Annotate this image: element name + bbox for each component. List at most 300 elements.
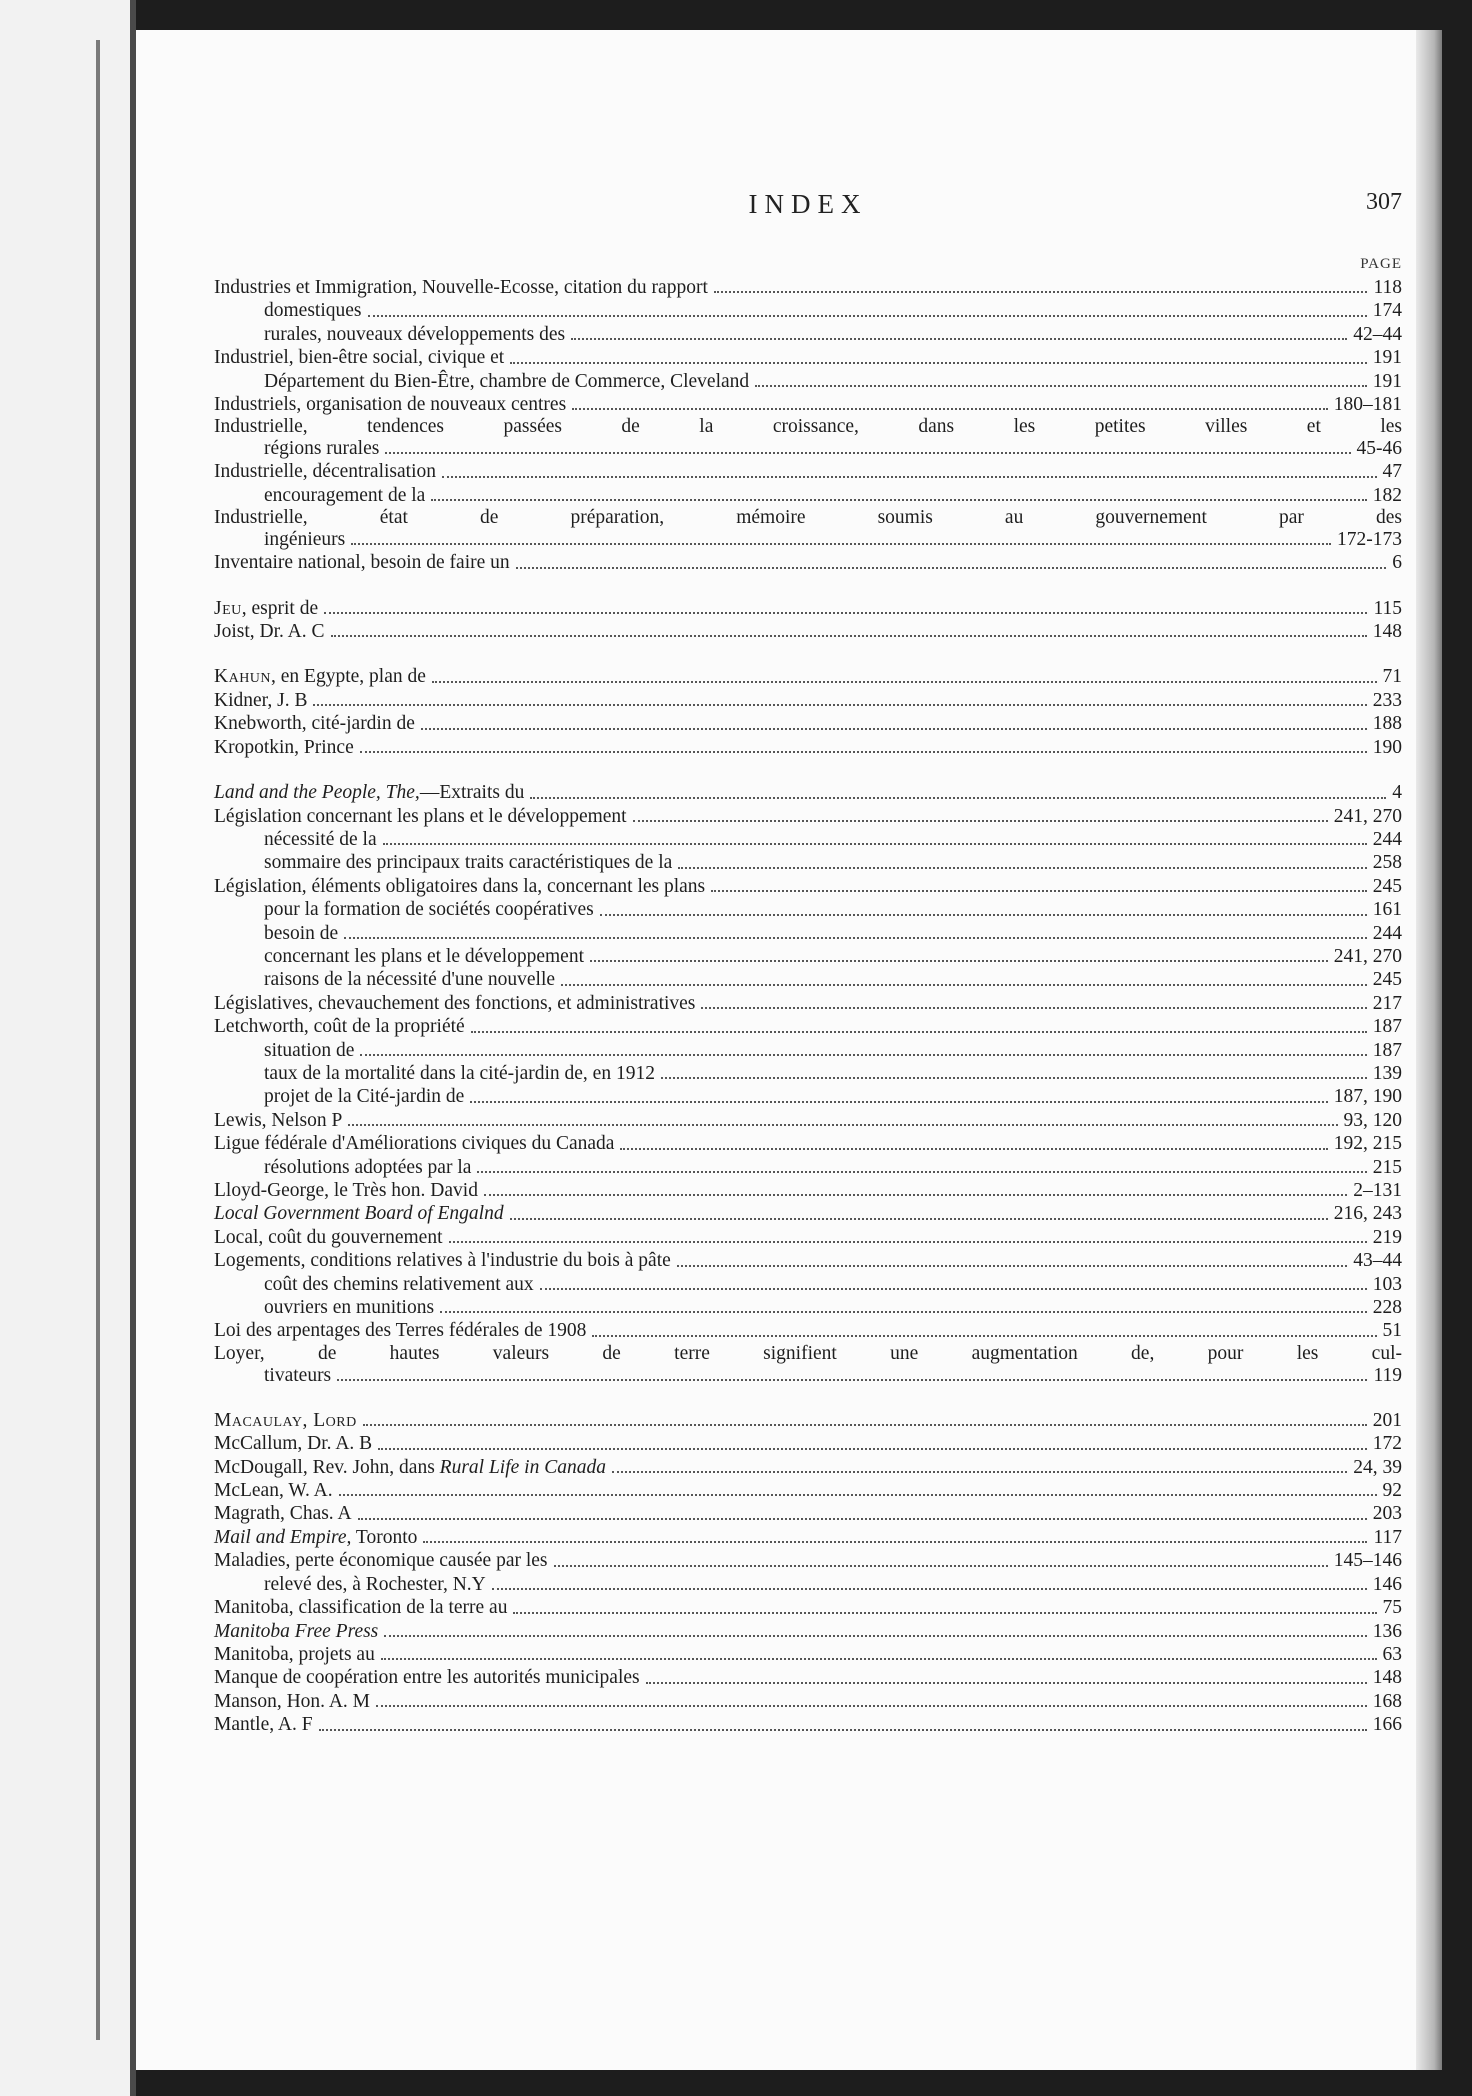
index-entry [214,1549,1402,1572]
dot-leader [344,937,1367,939]
entry-term [214,1343,1402,1365]
dot-leader [620,1148,1327,1150]
entry-pages: 244 [1372,922,1402,944]
entry-pages: 115 [1373,597,1402,619]
index-subentry [214,370,1402,393]
dot-leader [423,1541,1367,1543]
entry-term [214,1409,357,1432]
entry-pages: 47 [1382,461,1402,483]
dot-leader [337,1379,1367,1381]
entry-text: Maladies, perte économique causée par les [214,1550,548,1572]
entry-pages: 188 [1372,713,1402,735]
entry-term [214,1479,333,1502]
dot-leader [755,385,1367,387]
entry-term [264,968,555,991]
entry-term [214,1109,342,1132]
entry-term [214,1643,375,1666]
entry-term [214,1526,417,1549]
entry-term [264,323,565,346]
entry-text: Législation, éléments obligatoires dans la, concernant les plans [214,875,706,897]
dot-leader [492,1588,1367,1590]
index-subentry [214,922,1402,945]
entry-term [264,1273,534,1296]
entry-term [264,1296,434,1319]
dot-leader [711,890,1367,892]
entry-term [264,922,338,945]
entry-pages: 219 [1372,1226,1402,1248]
entry-pages: 166 [1372,1714,1402,1736]
entry-term [214,1456,606,1479]
entry-title-italic: Mail and Empire, [214,1526,352,1548]
entry-term [264,1573,486,1596]
dot-leader [470,1101,1327,1103]
entry-term [264,370,749,393]
entry-text: Ligue fédérale d'Améliorations civiques du Canada [214,1133,615,1155]
entry-pages: 245 [1372,875,1402,897]
entry-term [264,898,594,921]
entry-pages: 148 [1372,1667,1402,1689]
entry-continuation-text: ingénieurs [264,529,346,551]
index-entry [214,1409,1402,1432]
entry-pages: 258 [1372,852,1402,874]
entry-pages: 180–181 [1333,394,1402,416]
entry-pages: 24, 39 [1353,1456,1402,1478]
entry-text: McCallum, Dr. A. B [214,1433,373,1455]
entry-pages: 119 [1373,1364,1402,1386]
entry-text: situation de [264,1039,355,1061]
entry-text: nécessité de la [264,828,377,850]
dot-leader [363,1424,1367,1426]
index-entry [214,1479,1402,1502]
entry-text: Industriel, bien-être social, civique et [214,347,505,369]
index-entry [214,665,1402,688]
dot-leader [530,797,1386,799]
entry-term [214,1202,504,1225]
entry-title-italic: Rural Life in Canada [439,1456,606,1478]
dot-leader [421,728,1367,730]
entry-pages: 63 [1382,1643,1402,1665]
entry-term [214,507,1402,529]
dot-leader [324,612,1367,614]
index-subentry [214,323,1402,346]
dot-leader [510,362,1367,364]
index-entry [214,1109,1402,1132]
index-subentry [214,968,1402,991]
entry-title-italic: Land and the People, The, [214,782,420,804]
entry-term [214,1713,313,1736]
dot-leader [313,704,1366,706]
entry-pages: 4 [1392,782,1402,804]
dot-leader [431,499,1366,501]
entry-term [214,665,426,688]
entry-text: Knebworth, cité-jardin de [214,713,415,735]
entry-pages: 75 [1382,1597,1402,1619]
dot-leader [714,291,1368,293]
entry-pages: 145–146 [1333,1550,1402,1572]
index-entry [214,1690,1402,1713]
dot-leader [701,1007,1366,1009]
dot-leader [484,1194,1347,1196]
previous-page-edge [0,0,136,2096]
entry-text: Toronto [351,1526,418,1548]
entry-term [214,781,524,804]
entry-text: , esprit de [241,597,319,619]
entry-pages: 43–44 [1353,1250,1402,1272]
index-subentry [214,1296,1402,1319]
entry-pages: 244 [1372,828,1402,850]
dot-leader [351,543,1331,545]
entry-pages: 172 [1372,1433,1402,1455]
entry-term [214,1015,465,1038]
entry-term [214,416,1402,438]
dot-leader [513,1612,1376,1614]
entry-text: Industries et Immigration, Nouvelle-Ecosse, citation du rapport [214,277,708,298]
dot-leader [471,1031,1367,1033]
entry-term [214,712,415,735]
entry-term [214,1549,548,1572]
index-entry [214,805,1402,828]
entry-lead-word: Jeu [214,597,242,619]
entry-term [264,299,362,322]
index-entry [214,1620,1402,1643]
entry-pages: 203 [1372,1503,1402,1525]
entry-text: Mantle, A. F [214,1714,313,1736]
entry-pages: 187 [1372,1016,1402,1038]
index-subentry [214,1085,1402,1108]
dot-leader [432,681,1377,683]
index-entry [214,736,1402,759]
entry-text: Local, coût du gouvernement [214,1226,443,1248]
index-subentry [214,1573,1402,1596]
entry-term [214,1226,443,1249]
entry-pages: 117 [1373,1526,1402,1548]
index-subentry [214,945,1402,968]
entry-continuation [214,1365,1402,1387]
index-entry [214,1015,1402,1038]
index-entry [214,1713,1402,1736]
entry-text: Industrielle, décentralisation [214,461,437,483]
entry-text: Inventaire national, besoin de faire un [214,552,510,574]
entry-text: rurales, nouveaux développements des [264,323,566,345]
entry-pages: 146 [1372,1573,1402,1595]
dot-leader [571,338,1347,340]
entry-pages: 92 [1382,1480,1402,1502]
entry-text: , en Egypte, plan de [271,666,426,688]
index-list [214,276,1402,1737]
letter-gap [214,575,1402,597]
index-entry [214,416,1402,460]
entry-pages: 103 [1372,1273,1402,1295]
page-title: INDEX [748,189,868,219]
entry-term [214,1432,372,1455]
entry-pages: 241, 270 [1333,945,1402,967]
index-entry [214,875,1402,898]
dot-leader [590,960,1328,962]
entry-pages: 192, 215 [1333,1133,1402,1155]
index-subentry [214,1156,1402,1179]
entry-text: taux de la mortalité dans la cité-jardin de, en 1912 [264,1062,655,1084]
index-entry [214,346,1402,369]
index-entry [214,393,1402,416]
entry-text: Législation concernant les plans et le développement [214,805,627,827]
entry-term [264,484,425,507]
binding-shadow [96,40,100,2040]
entry-title-italic: Manitoba Free Press [214,1620,379,1642]
entry-text: Joist, Dr. A. C [214,621,325,643]
dot-leader [348,1124,1337,1126]
dot-leader [477,1171,1366,1173]
dot-leader [360,751,1367,753]
index-entry [214,712,1402,735]
dot-leader [633,820,1328,822]
dot-leader [646,1682,1367,1684]
entry-title-italic: Local Government Board of Engalnd [214,1203,504,1225]
dot-leader [572,408,1328,410]
entry-term [214,1179,478,1202]
entry-pages: 233 [1372,689,1402,711]
entry-term [214,551,510,574]
index-subentry [214,851,1402,874]
index-entry [214,551,1402,574]
dot-leader [385,452,1350,454]
entry-text: concernant les plans et le développement [264,945,584,967]
dot-leader [442,476,1376,478]
entry-text: McLean, W. A. [214,1480,333,1502]
entry-text: Industrielle, tendences passées de la croissance, dans les petites villes et les [214,416,1402,438]
entry-term [214,460,436,483]
index-entry [214,460,1402,483]
entry-term [214,1620,378,1643]
entry-pages: 182 [1372,484,1402,506]
dot-leader [440,1311,1367,1313]
entry-text: Loyer, de hautes valeurs de terre signifient une augmentation de, pour les cul- [214,1342,1402,1364]
index-entry [214,1179,1402,1202]
entry-pages: 93, 120 [1343,1109,1402,1131]
dot-leader [612,1471,1347,1473]
entry-pages: 228 [1372,1297,1402,1319]
entry-text: McDougall, Rev. John, dans [214,1456,440,1478]
entry-text: relevé des, à Rochester, N.Y [264,1573,486,1595]
entry-term [214,1666,640,1689]
entry-text: —Extraits du [419,782,525,804]
entry-text: domestiques [264,300,362,322]
entry-pages: 148 [1372,621,1402,643]
entry-text: encouragement de la [264,484,426,506]
entry-text: Magrath, Chas. A [214,1503,352,1525]
entry-pages: 71 [1382,666,1402,688]
entry-text: Manson, Hon. A. M [214,1690,371,1712]
entry-term [264,945,584,968]
letter-gap [214,1387,1402,1409]
entry-term [214,276,708,299]
entry-text: projet de la Cité-jardin de [264,1086,465,1108]
entry-text: coût des chemins relativement aux [264,1273,534,1295]
entry-pages: 2–131 [1353,1180,1402,1201]
dot-leader [592,1335,1376,1337]
index-entry [214,781,1402,804]
entry-term [264,1156,471,1179]
entry-pages: 201 [1372,1409,1402,1431]
entry-text: ouvriers en munitions [264,1297,435,1319]
dot-leader [360,1054,1366,1056]
dot-leader [516,567,1387,569]
entry-text: Loi des arpentages des Terres fédérales de 1908 [214,1320,587,1342]
entry-text: raisons de la nécessité d'une nouvelle [264,969,556,991]
index-entry [214,1456,1402,1479]
index-subentry [214,484,1402,507]
dot-leader [383,843,1367,845]
index-entry [214,276,1402,299]
entry-term [214,1249,671,1272]
index-entry [214,1202,1402,1225]
entry-text: Industriels, organisation de nouveaux centres [214,394,567,416]
index-entry [214,1432,1402,1455]
entry-text: Lloyd-George, le Très hon. David [214,1180,478,1201]
index-entry [214,1596,1402,1619]
entry-pages: 136 [1372,1620,1402,1642]
dot-leader [561,984,1367,986]
entry-pages: 6 [1392,552,1402,574]
dot-leader [449,1241,1367,1243]
index-subentry [214,299,1402,322]
entry-pages: 187 [1372,1039,1402,1061]
entry-term [214,597,318,620]
entry-term [264,1039,354,1062]
page-edge-shadow [1416,30,1442,2070]
entry-pages: 217 [1372,992,1402,1014]
index-subentry [214,1273,1402,1296]
dot-leader [368,315,1367,317]
index-entry [214,689,1402,712]
entry-pages: 215 [1372,1156,1402,1178]
entry-continuation-text: tivateurs [264,1364,332,1386]
index-entry [214,1502,1402,1525]
dot-leader [677,1265,1347,1267]
entry-text: sommaire des principaux traits caractéristiques de la [264,852,673,874]
entry-text: Département du Bien-Être, chambre de Commerce, Cleveland [264,370,750,392]
entry-term [214,346,504,369]
entry-text: Manitoba, projets au [214,1643,375,1665]
index-entry [214,1666,1402,1689]
entry-term [264,828,377,851]
entry-term [214,620,325,643]
dot-leader [540,1288,1367,1290]
entry-pages: 51 [1382,1320,1402,1342]
letter-gap [214,759,1402,781]
entry-term [214,1319,586,1342]
entry-text: Législatives, chevauchement des fonctions, et administratives [214,992,696,1014]
entry-term [214,992,695,1015]
entry-lead-word: Kahun [214,666,272,688]
index-entry [214,1226,1402,1249]
entry-term [214,1502,352,1525]
index-entry [214,1132,1402,1155]
entry-term [264,1062,655,1085]
entry-text: Logements, conditions relatives à l'industrie du bois à pâte [214,1250,671,1272]
entry-term [214,689,307,712]
dot-leader [661,1077,1367,1079]
entry-pages: 42–44 [1353,323,1402,345]
entry-pages: 161 [1372,899,1402,921]
entry-pages: 241, 270 [1333,805,1402,827]
index-entry [214,1643,1402,1666]
index-entry [214,1526,1402,1549]
entry-pages: 216, 243 [1333,1203,1402,1225]
entry-text: Manque de coopération entre les autorités municipales [214,1667,640,1689]
dot-leader [339,1494,1377,1496]
entry-term [264,1085,464,1108]
entry-text: besoin de [264,922,339,944]
letter-gap [214,643,1402,665]
dot-leader [381,1658,1377,1660]
dot-leader [319,1729,1367,1731]
dot-leader [378,1448,1367,1450]
entry-term [264,851,672,874]
entry-continuation [214,529,1402,551]
entry-pages: 168 [1372,1690,1402,1712]
entry-term [214,1132,614,1155]
entry-term [214,1596,507,1619]
entry-continuation-text: régions rurales [264,438,380,460]
dot-leader [600,914,1367,916]
entry-pages: 187, 190 [1333,1086,1402,1108]
entry-text: Manitoba, classification de la terre au [214,1597,508,1619]
entry-term [214,736,354,759]
entry-text: Letchworth, coût de la propriété [214,1016,465,1038]
entry-pages: 118 [1373,277,1402,298]
dot-leader [331,635,1367,637]
entry-term [214,1690,370,1713]
index-entry [214,992,1402,1015]
entry-continuation [214,438,1402,460]
index-entry [214,597,1402,620]
page-number: 307 [1366,189,1402,215]
entry-text: Kidner, J. B [214,689,308,711]
index-subentry [214,828,1402,851]
dot-leader [358,1518,1367,1520]
entry-text: Kropotkin, Prince [214,736,354,758]
page-column-label: PAGE [1360,256,1402,272]
entry-text: Industrielle, état de préparation, mémoire soumis au gouvernement par des [214,507,1402,529]
entry-pages: 245 [1372,969,1402,991]
index-subentry [214,1062,1402,1085]
entry-pages: 191 [1372,370,1402,392]
entry-pages: 139 [1372,1062,1402,1084]
entry-pages: 191 [1372,347,1402,369]
index-entry [214,1343,1402,1387]
index-subentry [214,898,1402,921]
entry-pages: 174 [1372,300,1402,322]
index-entry [214,1319,1402,1342]
entry-text: Lewis, Nelson P [214,1109,343,1131]
dot-leader [376,1705,1367,1707]
entry-text: pour la formation de sociétés coopératives [264,899,594,921]
entry-term [214,805,627,828]
entry-pages: 172-173 [1337,529,1402,551]
entry-term [214,393,566,416]
dot-leader [510,1218,1328,1220]
entry-term [214,875,705,898]
dot-leader [554,1565,1328,1567]
index-entry [214,507,1402,551]
entry-text: résolutions adoptées par la [264,1156,472,1178]
entry-pages: 45-46 [1356,438,1402,460]
entry-pages: 190 [1372,736,1402,758]
index-entry [214,620,1402,643]
index-entry [214,1249,1402,1272]
page-header [214,189,1402,233]
dot-leader [678,867,1366,869]
